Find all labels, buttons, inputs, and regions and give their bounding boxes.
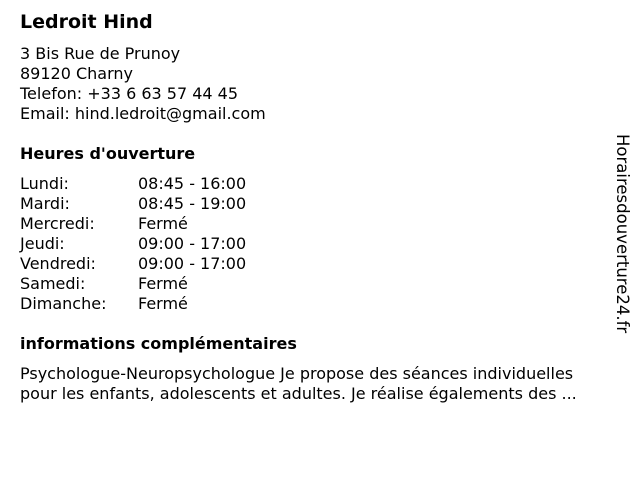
hours-value: 09:00 - 17:00 [138,254,247,273]
hours-value: 08:45 - 19:00 [138,194,247,213]
description-line: Psychologue-Neuropsychologue Je propose des séances individuelles [20,364,574,383]
hours-value: Fermé [138,294,188,313]
site-watermark [612,134,632,346]
description-line: pour les enfants, adolescents et adultes. Je réalise égalements des ... [20,384,577,403]
day-label: Mercredi: [20,214,95,233]
hours-value: Fermé [138,214,188,233]
day-label: Mardi: [20,194,70,213]
business-name: Ledroit Hind [20,11,153,33]
day-label: Dimanche: [20,294,107,313]
additional-info-text [20,364,632,404]
additional-info-heading: informations complémentaires [20,334,297,353]
hours-value: 09:00 - 17:00 [138,234,247,253]
watermark-text: Horairesdouverture24.fr [613,134,632,334]
day-label: Jeudi: [20,234,65,253]
day-label: Vendredi: [20,254,96,273]
email-address: Email: hind.ledroit@gmail.com [20,104,266,123]
hours-value: Fermé [138,274,188,293]
hours-value: 08:45 - 16:00 [138,174,247,193]
city-postal: 89120 Charny [20,64,134,83]
street-address: 3 Bis Rue de Prunoy [20,44,181,63]
phone-number: Telefon: +33 6 63 57 44 45 [20,84,239,103]
day-label: Samedi: [20,274,86,293]
day-label: Lundi: [20,174,69,193]
opening-hours-heading: Heures d'ouverture [20,144,196,163]
address-block [20,44,266,124]
